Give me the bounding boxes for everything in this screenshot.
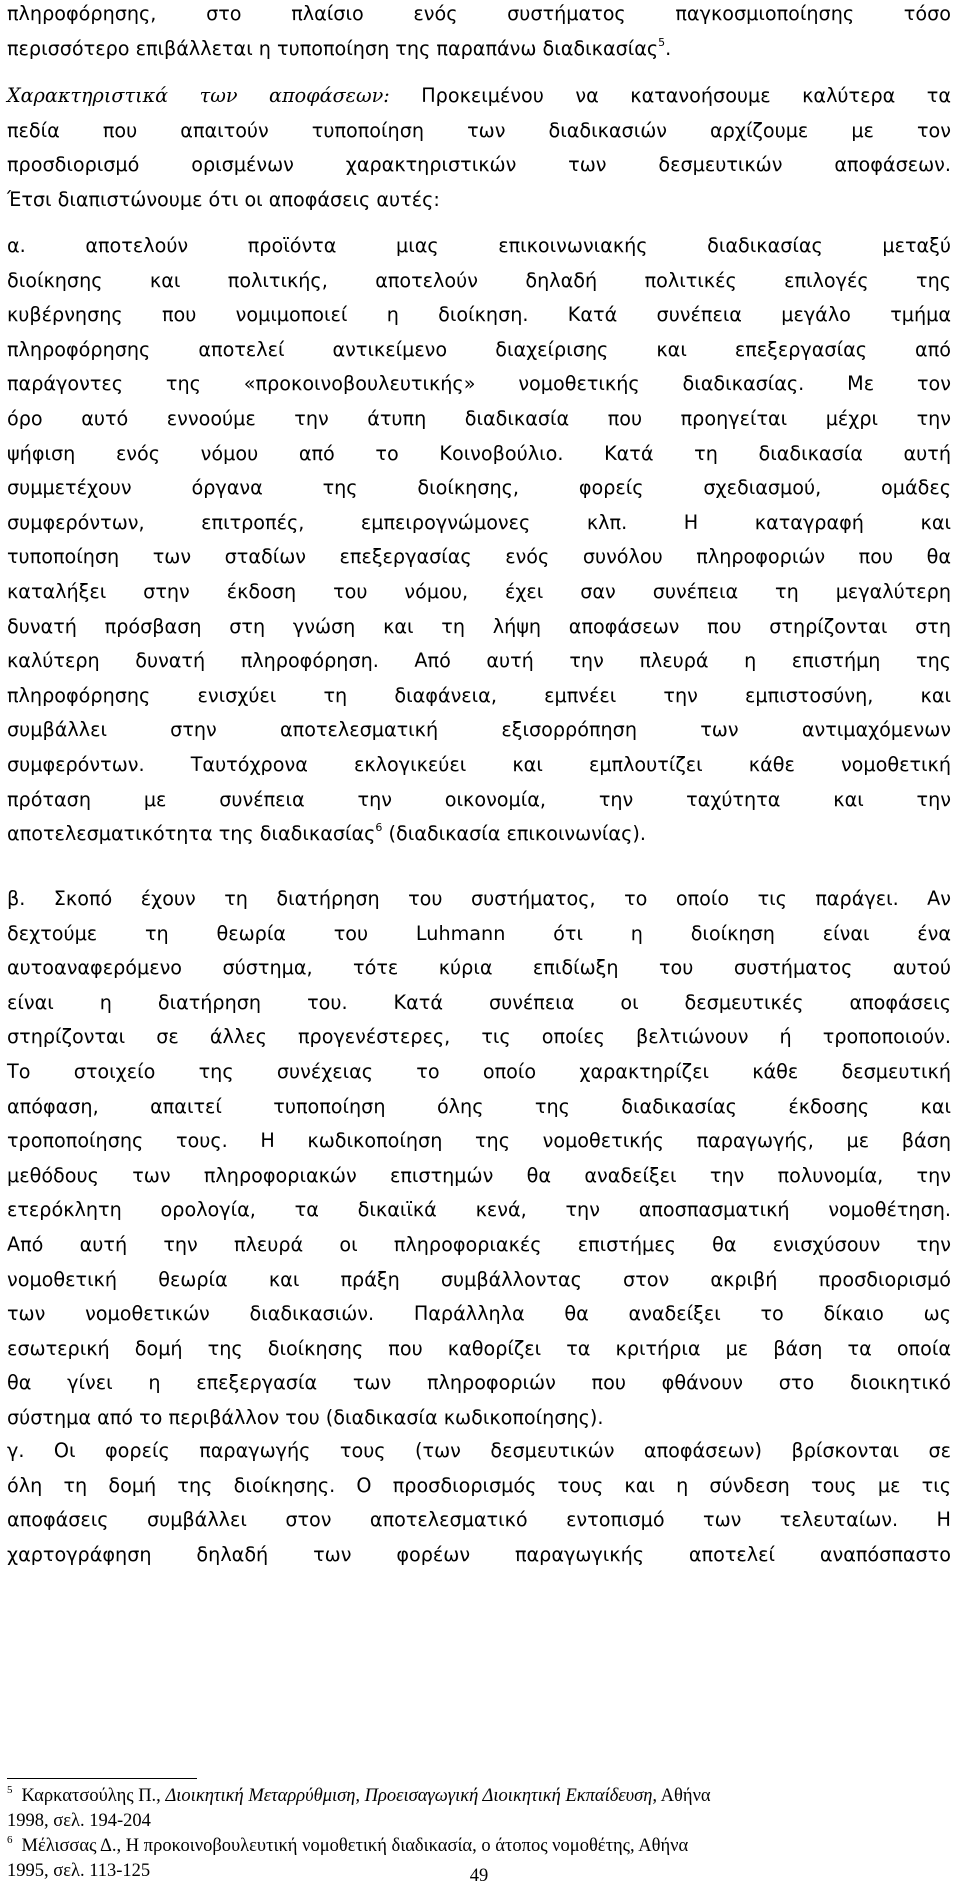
item-a-paragraph — [7, 229, 951, 852]
footnote-author: Καρκατσούλης Π., — [21, 1786, 166, 1806]
text-line: β. Σκοπό έχουν τη διατήρηση του συστήματος, το οποίο τις παράγει. Αν — [7, 887, 951, 910]
document-page — [7, 0, 951, 1900]
footnote-separator — [7, 1778, 197, 1779]
text-line: μεθόδους των πληροφοριακών επιστημών θα αναδείξει την πολυνομία, την — [7, 1163, 951, 1187]
text-line: δυνατή πρόσβαση στη γνώση και τη λήψη αποφάσεων που στηρίζονται στη — [7, 614, 951, 638]
text-line: δεχτούμε τη θεωρία του Luhmann ότι η διοίκηση είναι ένα — [7, 921, 951, 945]
text-line: διοίκησης και πολιτικής, αποτελούν δηλαδή πολιτικές επιλογές της — [7, 268, 951, 292]
text-line: πρόταση με συνέπεια την οικονομία, την ταχύτητα και την — [7, 787, 951, 811]
text-line: στηρίζονται σε άλλες προγενέστερες, τις οποίες βελτιώνουν ή τροποποιούν. — [7, 1025, 951, 1049]
text-line — [7, 79, 951, 114]
text-line: αυτοαναφερόμενο σύστημα, τότε κύρια επιδίωξη του συστήματος αυτού — [7, 956, 951, 980]
footnote-5-line2: 1998, σελ. 194-204 — [7, 1811, 151, 1831]
text-line: καταλήξει στην έκδοση του νόμου, έχει σαν συνέπεια τη μεγαλύτερη — [7, 579, 951, 603]
text-line: ψήφιση ενός νόμου από το Κοινοβούλιο. Κατά τη διαδικασία αυτή — [7, 441, 951, 465]
text-line: συμφερόντων, επιτροπές, εμπειρογνώμονες κλπ. Η καταγραφή και — [7, 510, 951, 534]
text-line: πληροφόρησης ενισχύει τη διαφάνεια, εμπνέει την εμπιστοσύνη, και — [7, 683, 951, 707]
footnote-5 — [7, 1784, 951, 1809]
footnote-6-line2: 1995, σελ. 113-125 — [7, 1861, 151, 1881]
text-line: γ. Οι φορείς παραγωγής τους (των δεσμευτικών αποφάσεων) βρίσκονται σε — [7, 1439, 951, 1462]
text-line: τροποποίησης τους. Η κωδικοποίηση της νομοθετικής παραγωγής, με βάση — [7, 1129, 951, 1153]
footnote-title: Διοικητική Μεταρρύθμιση, Προεισαγωγική Διοικητική Εκπαίδευση, — [165, 1786, 658, 1806]
characteristics-paragraph — [7, 79, 951, 217]
text-line: όρο αυτό εννοούμε την άτυπη διαδικασία που προηγείται μέχρι την — [7, 406, 951, 430]
text-line: συμφερόντων. Ταυτόχρονα εκλογικεύει και εμπλουτίζει κάθε νομοθετική — [7, 752, 951, 776]
text-line: πεδία που απαιτούν τυποποίηση των διαδικασιών αρχίζουμε με τον — [7, 118, 951, 142]
section-heading: Χαρακτηριστικά των αποφάσεων: — [7, 84, 390, 107]
text-line: απόφαση, απαιτεί τυποποίηση όλης της διαδικασίας έκδοσης και — [7, 1094, 951, 1118]
text-line: σύστημα από το περιβάλλον του (διαδικασία κωδικοποίησης). — [7, 1405, 604, 1429]
text-line: όλη τη δομή της διοίκησης. Ο προσδιορισμός τους και η σύνδεση τους με τις — [7, 1473, 951, 1497]
footnote-ref: 6 — [375, 821, 383, 835]
footnote-6 — [7, 1834, 951, 1859]
item-b-paragraph — [7, 882, 951, 1436]
text-line — [7, 817, 951, 852]
text-line — [7, 32, 951, 67]
text-line: χαρτογράφηση δηλαδή των φορέων παραγωγικής αποτελεί αναπόσπαστο — [7, 1542, 951, 1566]
text-line: πληροφόρησης αποτελεί αντικείμενο διαχείρισης και επεξεργασίας από — [7, 337, 951, 361]
item-c-paragraph — [7, 1434, 951, 1572]
intro-paragraph — [7, 0, 951, 66]
text-line: κυβέρνησης που νομιμοποιεί η διοίκηση. Κατά συνέπεια μεγάλο τμήμα — [7, 303, 951, 327]
text-fragment: . — [665, 36, 672, 60]
text-fragment: (διαδικασία επικοινωνίας). — [382, 822, 646, 846]
footnote-number: 6 — [7, 1834, 13, 1846]
footnote-ref: 5 — [658, 35, 666, 49]
text-line: θα γίνει η επεξεργασία των πληροφοριών που φθάνουν στο διοικητικό — [7, 1371, 951, 1395]
text-line: α. αποτελούν προϊόντα μιας επικοινωνιακής διαδικασίας μεταξύ — [7, 234, 951, 257]
text-fragment: περισσότερο επιβάλλεται η τυποποίηση της παραπάνω διαδικασίας — [7, 36, 659, 60]
text-fragment: αποτελεσματικότητα της διαδικασίας — [7, 822, 376, 846]
text-line: συμβάλλει στην αποτελεσματική εξισορρόπηση των αντιμαχόμενων — [7, 718, 951, 742]
text-line: προσδιορισμό ορισμένων χαρακτηριστικών των δεσμευτικών αποφάσεων. — [7, 153, 951, 177]
text-line: Από αυτή την πλευρά οι πληροφοριακές επιστήμες θα ενισχύσουν την — [7, 1232, 951, 1256]
footnote-number: 5 — [7, 1784, 13, 1796]
text-line: είναι η διατήρηση του. Κατά συνέπεια οι δεσμευτικές αποφάσεις — [7, 990, 951, 1014]
text-line: αποφάσεις συμβάλλει στον αποτελεσματικό εντοπισμό των τελευταίων. Η — [7, 1508, 951, 1532]
footnote-text: Μέλισσας Δ., Η προκοινοβουλευτική νομοθετική διαδικασία, ο άτοπος νομοθέτης, Αθήνα — [21, 1836, 689, 1856]
page-number: 49 — [469, 1866, 489, 1886]
text-line: Έτσι διαπιστώνουμε ότι οι αποφάσεις αυτές: — [7, 187, 440, 211]
footnote-rest: Αθήνα — [657, 1786, 711, 1806]
text-line: των νομοθετικών διαδικασιών. Παράλληλα θα αναδείξει το δίκαιο ως — [7, 1302, 951, 1326]
text-line: παράγοντες της «προκοινοβουλευτικής» νομοθετικής διαδικασίας. Με τον — [7, 372, 951, 396]
text-fragment: Προκειμένου να κατανοήσουμε καλύτερα τα — [389, 84, 951, 107]
text-line: τυποποίηση των σταδίων επεξεργασίας ενός συνόλου πληροφοριών που θα — [7, 545, 951, 569]
text-line: Το στοιχείο της συνέχειας το οποίο χαρακτηρίζει κάθε δεσμευτική — [7, 1059, 951, 1083]
text-line: καλύτερη δυνατή πληροφόρηση. Από αυτή την πλευρά η επιστήμη της — [7, 649, 951, 673]
text-line: πληροφόρησης, στο πλαίσιο ενός συστήματος παγκοσμιοποίησης τόσο — [7, 2, 951, 25]
text-line: συμμετέχουν όργανα της διοίκησης, φορείς σχεδιασμού, ομάδες — [7, 476, 951, 500]
text-line: ετερόκλητη ορολογία, τα δικαιϊκά κενά, την αποσπασματική νομοθέτηση. — [7, 1198, 951, 1222]
text-line: εσωτερική δομή της διοίκησης που καθορίζει τα κριτήρια με βάση τα οποία — [7, 1336, 951, 1360]
text-line: νομοθετική θεωρία και πράξη συμβάλλοντας στον ακριβή προσδιορισμό — [7, 1267, 951, 1291]
